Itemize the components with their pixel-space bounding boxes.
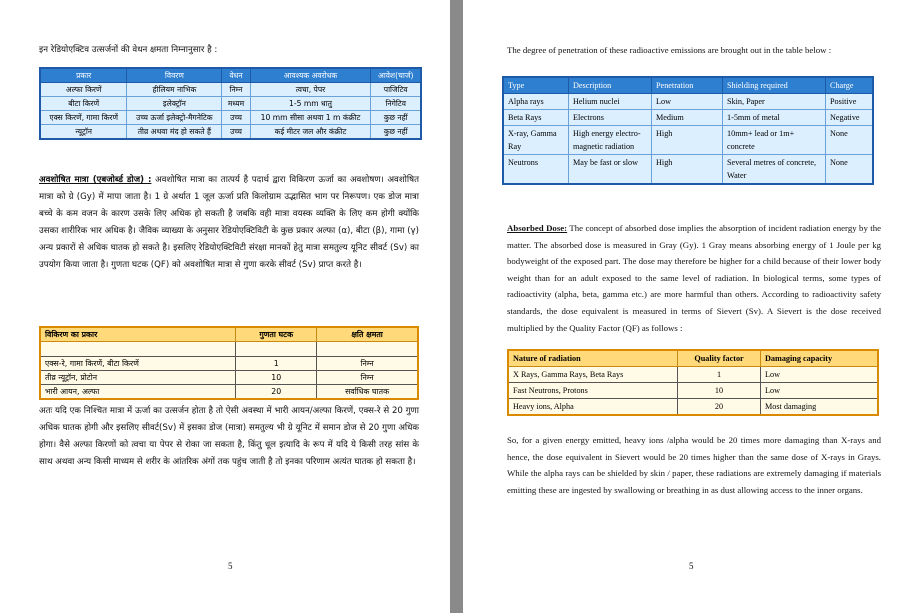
- table-row: [40, 97, 421, 111]
- table-cell: High energy electro-magnetic radiation: [569, 126, 652, 155]
- absorbed-dose-paragraph-hi: [39, 172, 419, 274]
- table-header: गुणता घटक: [236, 327, 317, 342]
- table-row: [503, 126, 873, 155]
- table-cell: 1-5mm of metal: [723, 110, 826, 126]
- table-cell: Fast Neutrons, Protons: [508, 383, 678, 399]
- absorbed-dose-text-en: The concept of absorbed dose implies the absorption of incident radiation energy by the matter. The absorbed dose is measured in Gray (Gy). 1 Gray means absorbing energy of 1 Joule per kg bodyweight of the exposed part. The dose may therefore be higher for a child because of their lower body weight than for an adult exposed to the same level of radiation. In biological terms, some types of radioactivity (alpha, beta, gamma etc.) are more harmful than others. According to radioactivity safety standards, the dose equivalent is measured in terms of Sievert (Sv). A Sievert is the dose received multiplied by the Quality Factor (QF) as follows :: [507, 223, 881, 333]
- table-header: Shielding required: [723, 77, 826, 94]
- table-cell: 20: [678, 399, 761, 416]
- table-cell: Beta Rays: [503, 110, 569, 126]
- table-cell: Negative: [826, 110, 874, 126]
- table-cell: उच्च: [222, 111, 250, 125]
- table-cell: Heavy ions, Alpha: [508, 399, 678, 416]
- intro-text-en: The degree of penetration of these radioactive emissions are brought out in the table below :: [507, 45, 832, 55]
- table-cell: बीटा किरणें: [40, 97, 127, 111]
- table-cell: एक्स-रे, गामा किरणें, बीटा किरणें: [40, 357, 236, 371]
- table-cell: None: [826, 155, 874, 185]
- table-cell: कुछ नहीं: [371, 111, 421, 125]
- absorbed-dose-heading-hi: अवशोषित मात्रा (एबजोर्ब्ड डोज) :: [39, 175, 152, 185]
- quality-factor-table-hi: [39, 326, 419, 400]
- table-cell: तीव्र न्यूट्रॉन, प्रोटोन: [40, 371, 236, 385]
- right-page: [463, 0, 920, 613]
- table-header: क्षति क्षमता: [317, 327, 418, 342]
- table-header: वेधन: [222, 68, 250, 83]
- table-cell: Most damaging: [761, 399, 879, 416]
- table-cell: त्वचा, पेपर: [250, 83, 371, 97]
- table-row: [40, 371, 418, 385]
- conclusion-text-en: So, for a given energy emitted, heavy ions /alpha would be 20 times more damaging than X-rays and hence, the dose equivalent in Sievert would be 20 times higher than the same dose of X-rays in Grays. While the alpha rays can be shielded by skin / paper, these radiations are extremely damaging if materials emitting these are ingested by swallowing or breathing in as dust allowing access to the inner organs.: [507, 435, 881, 495]
- table-header: Damaging capacity: [761, 350, 879, 367]
- absorbed-dose-paragraph-en: [507, 220, 881, 336]
- conclusion-text-hi: अतः यदि एक निश्चित मात्रा में ऊर्जा का उत्सर्जन होता है तो ऐसी अवस्था में भारी आयन/अल्फा किरणें, एक्स-रे से 20 गुणा अधिक घातक होगी और इसलिए सीवर्ट(Sv) में इसका डोज (मात्रा) समतुल्य भी ग्रे यूनिट में समान डोज से 20 गुणा अधिक होगा। वैसे अल्फा किरणों को त्वचा या पेपर से रोका जा सकता है, किंतु धूल इत्यादि के रूप में यदि ये किसी तरह सांस के साथ अथवा अन्य किसी माध्यम से शरीर के आंतरिक अंगों तक पहुंच जाती है तो इनका परिणाम अत्यंत घातक हो सकता है।: [39, 406, 419, 467]
- table-row: [508, 399, 878, 416]
- table-cell: May be fast or slow: [569, 155, 652, 185]
- table-row: [503, 155, 873, 185]
- table-cell: 10 mm सीसा अथवा 1 m कंक्रीट: [250, 111, 371, 125]
- table-cell: Helium nuclei: [569, 94, 652, 110]
- table-header: Penetration: [652, 77, 723, 94]
- radiation-table-en: [502, 76, 874, 185]
- table-cell: Positive: [826, 94, 874, 110]
- table-cell: Skin, Paper: [723, 94, 826, 110]
- table-row: [40, 385, 418, 400]
- table-cell: कई मीटर जल और कंक्रीट: [250, 125, 371, 140]
- table-header-row: [40, 68, 421, 83]
- table-cell: Electrons: [569, 110, 652, 126]
- table-cell: 10: [678, 383, 761, 399]
- table-cell: X-ray, Gamma Ray: [503, 126, 569, 155]
- table-row: [40, 111, 421, 125]
- table-cell: Low: [761, 367, 879, 383]
- table-row: [40, 357, 418, 371]
- absorbed-dose-heading-en: Absorbed Dose:: [507, 223, 568, 233]
- table-header-row: [503, 77, 873, 94]
- table-cell: 1: [678, 367, 761, 383]
- table-cell: High: [652, 155, 723, 185]
- table-cell: निगेटिव: [371, 97, 421, 111]
- table-header: विवरण: [127, 68, 222, 83]
- table-cell: मध्यम: [222, 97, 250, 111]
- page-number: 5: [689, 561, 694, 571]
- table-header-row: [40, 327, 418, 342]
- table-cell: Neutrons: [503, 155, 569, 185]
- table-cell: X Rays, Gamma Rays, Beta Rays: [508, 367, 678, 383]
- table-cell: निम्न: [317, 371, 418, 385]
- table-row: [508, 383, 878, 399]
- table-cell: Several metres of concrete, Water: [723, 155, 826, 185]
- table-header: Nature of radiation: [508, 350, 678, 367]
- page-gutter: [450, 0, 463, 613]
- table-header: Quality factor: [678, 350, 761, 367]
- table-spacer-row: [40, 342, 418, 357]
- table-cell: None: [826, 126, 874, 155]
- table-cell: सर्वाधिक घातक: [317, 385, 418, 400]
- radiation-table-hi: [39, 67, 422, 140]
- quality-factor-table-en: [507, 349, 879, 416]
- table-cell: 20: [236, 385, 317, 400]
- table-cell: Low: [761, 383, 879, 399]
- table-cell: कुछ नहीं: [371, 125, 421, 140]
- table-cell: 10: [236, 371, 317, 385]
- table-cell: उच्च: [222, 125, 250, 140]
- table-cell: एक्स किरणें, गामा किरणें: [40, 111, 127, 125]
- table-header: प्रकार: [40, 68, 127, 83]
- table-cell: 1-5 mm धातु: [250, 97, 371, 111]
- table-cell: 10mm+ lead or 1m+ concrete: [723, 126, 826, 155]
- table-row: [508, 367, 878, 383]
- table-cell: तीव्र अथवा मंद हो सकते हैं: [127, 125, 222, 140]
- table-cell: भारी आयन, अल्फा: [40, 385, 236, 400]
- table-cell: अल्फा किरणें: [40, 83, 127, 97]
- table-cell: न्यूट्रॉन: [40, 125, 127, 140]
- table-cell: निम्न: [317, 357, 418, 371]
- table-row: [40, 83, 421, 97]
- table-header-row: [508, 350, 878, 367]
- table-cell: निम्न: [222, 83, 250, 97]
- table-row: [40, 125, 421, 140]
- table-header: Description: [569, 77, 652, 94]
- table-header: Type: [503, 77, 569, 94]
- table-header: आवेश(चार्ज): [371, 68, 421, 83]
- absorbed-dose-text-hi: अवशोषित मात्रा का तात्पर्य है पदार्थ द्वारा विकिरण ऊर्जा का अवशोषण। अवशोषित मात्रा को ग्रे (Gy) में मापा जाता है। 1 ग्रे अर्थात 1 जूल ऊर्जा प्रति किलोग्राम उद्भासित भाग पर निरूपण। एक डोज मात्रा बच्चे के कम वजन के कारण उसके लिए अधिक हो सकती है जबकि वही मात्रा वयस्क व्यक्ति के लिए कम होगी क्योंकि उसका शारीरिक भार अधिक है। जैविक व्याख्या के अनुसार रेडियोएक्टिविटी के कुछ प्रकार अल्फा (α), बीटा (β), गामा (γ) अन्य प्रकारों से अधिक घातक हो सकते है। इसलिए रेडियोएक्टिविटी संरक्षा मानकों हेतु मात्रा समतुल्य यूनिट सीवर्ट (Sv) का उपयोग किया जाता है। गुणता घटक (QF) को अवशोषित मात्रा से गुणा करके सीवर्ट (Sv) प्राप्त करते है।: [39, 175, 420, 270]
- table-header: आवश्यक अवरोधक: [250, 68, 371, 83]
- table-row: [503, 94, 873, 110]
- table-cell: पाजिटिव: [371, 83, 421, 97]
- page-number: 5: [228, 561, 233, 571]
- table-cell: High: [652, 126, 723, 155]
- table-cell: उच्च ऊर्जा इलेक्ट्रो-मैगनेटिक: [127, 111, 222, 125]
- table-row: [503, 110, 873, 126]
- table-cell: Low: [652, 94, 723, 110]
- table-cell: 1: [236, 357, 317, 371]
- table-cell: Medium: [652, 110, 723, 126]
- left-page: [0, 0, 450, 613]
- table-cell: Alpha rays: [503, 94, 569, 110]
- table-cell: इलेक्ट्रॉन: [127, 97, 222, 111]
- table-header: Charge: [826, 77, 874, 94]
- table-header: विकिरण का प्रकार: [40, 327, 236, 342]
- table-cell: हीलियम नाभिक: [127, 83, 222, 97]
- intro-text-hi: इन रेडियोएक्टिव उत्सर्जनों की वेधन क्षमता निम्नानुसार है :: [39, 45, 218, 55]
